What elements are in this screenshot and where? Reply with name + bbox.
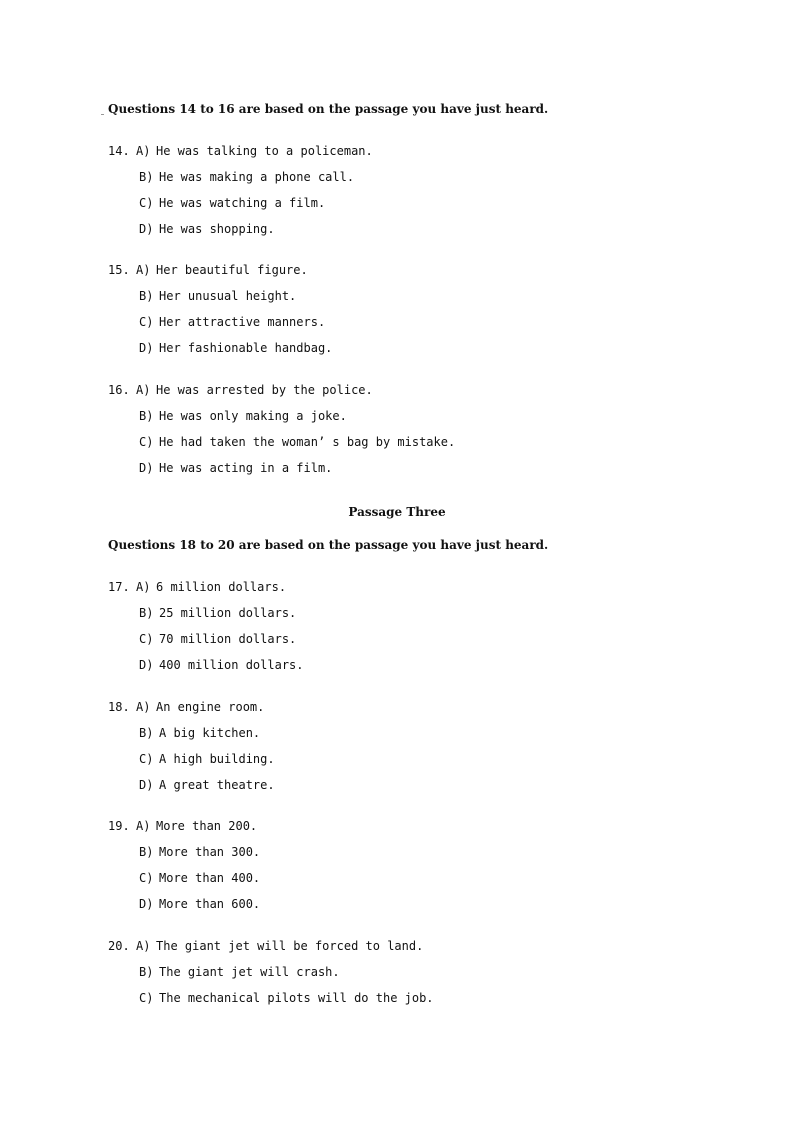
question-number: 18. bbox=[108, 700, 130, 714]
option-text: He was shopping. bbox=[159, 222, 275, 236]
option-letter: C) bbox=[139, 435, 154, 449]
option-letter: D) bbox=[139, 222, 154, 236]
option-text: A high building. bbox=[159, 752, 275, 766]
option-letter: D) bbox=[139, 341, 154, 355]
option-letter: A) bbox=[136, 939, 151, 953]
option-line bbox=[108, 839, 260, 865]
option-line bbox=[108, 600, 304, 626]
option-letter: D) bbox=[139, 461, 154, 475]
option-letter: B) bbox=[139, 845, 154, 859]
option-text: A big kitchen. bbox=[159, 726, 261, 740]
option-letter: A) bbox=[136, 819, 151, 833]
option-letter: B) bbox=[139, 606, 154, 620]
option-letter: B) bbox=[139, 170, 154, 184]
section-heading-1: Questions 14 to 16 are based on the passage you have just heard. bbox=[108, 102, 549, 116]
option-text: He was watching a film. bbox=[159, 196, 326, 210]
option-line bbox=[108, 335, 332, 361]
option-line bbox=[108, 985, 434, 1011]
option-letter: A) bbox=[136, 383, 151, 397]
option-text: 25 million dollars. bbox=[159, 606, 297, 620]
option-letter: D) bbox=[139, 897, 154, 911]
option-text: The giant jet will be forced to land. bbox=[156, 939, 424, 953]
option-text: An engine room. bbox=[156, 700, 265, 714]
option-line bbox=[108, 138, 373, 164]
option-letter: A) bbox=[136, 580, 151, 594]
option-line bbox=[108, 455, 455, 481]
option-text: He was only making a joke. bbox=[159, 409, 347, 423]
option-letter: C) bbox=[139, 991, 154, 1005]
option-line bbox=[108, 720, 275, 746]
option-line bbox=[108, 283, 332, 309]
question-number: 15. bbox=[108, 263, 130, 277]
option-line bbox=[108, 694, 275, 720]
option-line bbox=[108, 574, 304, 600]
option-line bbox=[108, 626, 304, 652]
option-text: More than 300. bbox=[159, 845, 261, 859]
question-15 bbox=[108, 257, 332, 361]
option-line bbox=[108, 429, 455, 455]
option-letter: C) bbox=[139, 632, 154, 646]
option-text: He had taken the woman’ s bag by mistake. bbox=[159, 435, 456, 449]
question-17 bbox=[108, 574, 304, 678]
option-text: He was talking to a policeman. bbox=[156, 144, 373, 158]
option-text: Her beautiful figure. bbox=[156, 263, 308, 277]
option-text: More than 400. bbox=[159, 871, 261, 885]
question-number: 14. bbox=[108, 144, 130, 158]
option-line bbox=[108, 746, 275, 772]
option-line bbox=[108, 309, 332, 335]
option-letter: D) bbox=[139, 778, 154, 792]
option-letter: B) bbox=[139, 965, 154, 979]
option-text: He was arrested by the police. bbox=[156, 383, 373, 397]
option-line bbox=[108, 377, 455, 403]
section-heading-2: Questions 18 to 20 are based on the passage you have just heard. bbox=[108, 538, 549, 552]
option-line bbox=[108, 403, 455, 429]
option-line bbox=[108, 190, 373, 216]
option-line bbox=[108, 772, 275, 798]
option-letter: C) bbox=[139, 752, 154, 766]
question-18 bbox=[108, 694, 275, 798]
option-line bbox=[108, 865, 260, 891]
option-text: Her attractive manners. bbox=[159, 315, 326, 329]
option-line bbox=[108, 652, 304, 678]
question-19 bbox=[108, 813, 260, 917]
option-letter: C) bbox=[139, 315, 154, 329]
option-letter: B) bbox=[139, 409, 154, 423]
option-text: Her fashionable handbag. bbox=[159, 341, 333, 355]
option-line bbox=[108, 959, 434, 985]
question-14 bbox=[108, 138, 373, 242]
question-16 bbox=[108, 377, 455, 481]
option-line bbox=[108, 933, 434, 959]
option-letter: D) bbox=[139, 658, 154, 672]
option-text: The mechanical pilots will do the job. bbox=[159, 991, 434, 1005]
option-line bbox=[108, 891, 260, 917]
question-number: 16. bbox=[108, 383, 130, 397]
passage-title: Passage Three bbox=[348, 505, 446, 519]
option-text: He was making a phone call. bbox=[159, 170, 355, 184]
option-letter: B) bbox=[139, 726, 154, 740]
option-letter: C) bbox=[139, 871, 154, 885]
option-line bbox=[108, 813, 260, 839]
corner-mark bbox=[101, 114, 104, 115]
option-text: He was acting in a film. bbox=[159, 461, 333, 475]
option-text: More than 600. bbox=[159, 897, 261, 911]
question-number: 19. bbox=[108, 819, 130, 833]
option-text: 400 million dollars. bbox=[159, 658, 304, 672]
option-text: The giant jet will crash. bbox=[159, 965, 340, 979]
option-line bbox=[108, 164, 373, 190]
option-text: A great theatre. bbox=[159, 778, 275, 792]
option-line bbox=[108, 216, 373, 242]
question-number: 17. bbox=[108, 580, 130, 594]
option-letter: A) bbox=[136, 700, 151, 714]
question-20 bbox=[108, 933, 434, 1011]
option-letter: A) bbox=[136, 144, 151, 158]
option-line bbox=[108, 257, 332, 283]
option-letter: A) bbox=[136, 263, 151, 277]
option-text: 6 million dollars. bbox=[156, 580, 287, 594]
option-text: 70 million dollars. bbox=[159, 632, 297, 646]
option-text: More than 200. bbox=[156, 819, 258, 833]
option-letter: C) bbox=[139, 196, 154, 210]
question-number: 20. bbox=[108, 939, 130, 953]
option-letter: B) bbox=[139, 289, 154, 303]
option-text: Her unusual height. bbox=[159, 289, 297, 303]
